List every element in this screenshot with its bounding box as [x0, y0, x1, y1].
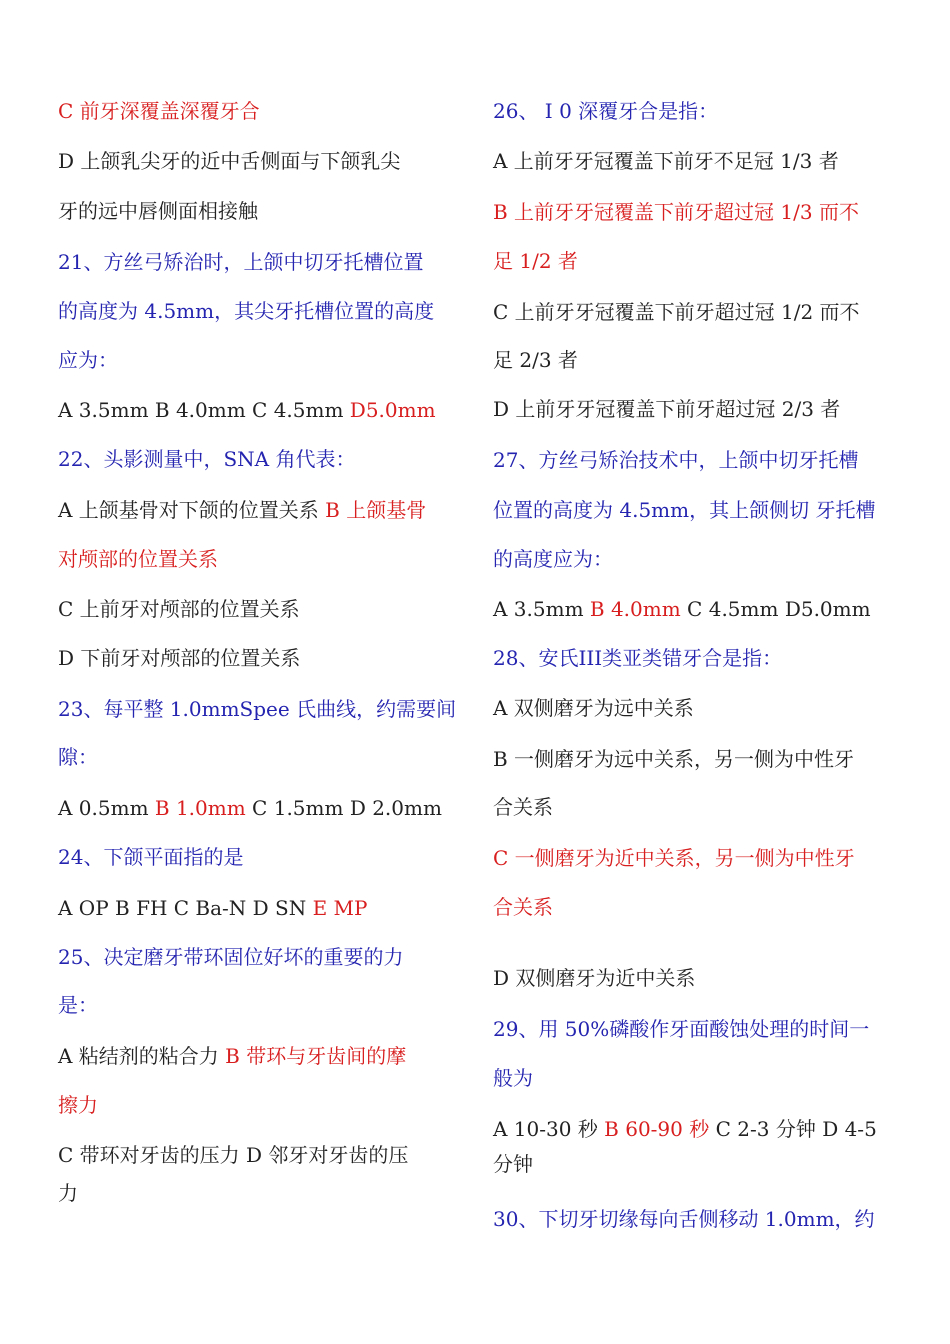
text-line	[493, 200, 859, 224]
text-line	[58, 1181, 78, 1205]
text-line	[493, 597, 871, 621]
text-line	[493, 966, 695, 990]
text-line	[493, 795, 553, 819]
text-line	[58, 447, 355, 471]
text-line	[493, 448, 858, 472]
option-text: 足 2/3 者	[493, 348, 578, 372]
answer-text: E MP	[312, 896, 368, 920]
question-text: 位置的高度为 4.5mm，其上颌侧切 牙托槽	[493, 498, 876, 522]
text-line	[493, 99, 718, 123]
text-line	[493, 149, 839, 173]
question-text: 般为	[493, 1066, 533, 1090]
text-line	[58, 597, 300, 621]
answer-text: 对颅部的位置关系	[58, 547, 218, 571]
text-line	[493, 1117, 877, 1141]
option-text: A 双侧磨牙为远中关系	[493, 696, 694, 720]
answer-text: B 上颌基骨	[325, 498, 427, 522]
text-line	[58, 896, 368, 920]
answer-text: B 1.0mm	[154, 796, 246, 820]
option-text: A 3.5mm	[493, 597, 590, 621]
answer-text: D5.0mm	[349, 398, 436, 422]
text-line	[58, 646, 300, 670]
text-line	[493, 895, 553, 919]
answer-text: 合关系	[493, 895, 553, 919]
option-text: D 下前牙对颅部的位置关系	[58, 646, 301, 670]
question-text: 26、 I 0 深覆牙合是指：	[493, 99, 719, 123]
answer-text: C 前牙深覆盖深覆牙合	[58, 99, 260, 123]
option-text: A 10-30 秒	[493, 1117, 605, 1141]
answer-text: 擦力	[58, 1093, 98, 1117]
option-text: 力	[58, 1181, 78, 1205]
text-line	[58, 199, 258, 223]
text-line	[493, 846, 855, 870]
option-text: 牙的远中唇侧面相接触	[58, 199, 258, 223]
answer-text: B 上前牙牙冠覆盖下前牙超过冠 1/3 而不	[493, 200, 859, 224]
question-text: 是：	[58, 993, 98, 1017]
question-text: 28、安氏III类亚类错牙合是指：	[493, 646, 783, 670]
text-line	[493, 249, 578, 273]
question-text: 21、方丝弓矫治时，上颌中切牙托槽位置	[58, 250, 424, 274]
question-text: 22、头影测量中，SNA 角代表：	[58, 447, 356, 471]
option-text: D 上颌乳尖牙的近中舌侧面与下颌乳尖	[58, 149, 401, 173]
answer-text: B 60-90 秒	[604, 1117, 710, 1141]
text-line	[493, 696, 694, 720]
option-text: 合关系	[493, 795, 553, 819]
text-line	[58, 250, 423, 274]
text-line	[58, 99, 260, 123]
text-line	[58, 697, 456, 721]
question-text: 应为：	[58, 348, 118, 372]
answer-text: B 带环与牙齿间的摩	[225, 1044, 407, 1068]
option-text: C 上前牙牙冠覆盖下前牙超过冠 1/2 而不	[493, 300, 860, 324]
option-text: C 带环对牙齿的压力 D 邻牙对牙齿的压	[58, 1143, 409, 1167]
text-line	[493, 747, 854, 771]
question-text: 的高度为 4.5mm，其尖牙托槽位置的高度	[58, 299, 435, 323]
question-text: 24、下颌平面指的是	[58, 845, 244, 869]
option-text: B 一侧磨牙为远中关系，另一侧为中性牙	[493, 747, 855, 771]
text-line	[493, 1066, 533, 1090]
text-line	[58, 348, 118, 372]
option-text: A 上颌基骨对下颌的位置关系	[58, 498, 326, 522]
text-line	[493, 397, 840, 421]
text-line	[58, 796, 442, 820]
text-line	[58, 1044, 406, 1068]
answer-text: C 一侧磨牙为近中关系，另一侧为中性牙	[493, 846, 855, 870]
text-line	[493, 646, 782, 670]
question-text: 25、决定磨牙带环固位好坏的重要的力	[58, 945, 404, 969]
text-line	[58, 845, 243, 869]
option-text: D 双侧磨牙为近中关系	[493, 966, 696, 990]
option-text: C 上前牙对颅部的位置关系	[58, 597, 300, 621]
question-text: 29、用 50%磷酸作牙面酸蚀处理的时间一	[493, 1017, 870, 1041]
option-text: A 粘结剂的粘合力	[58, 1044, 226, 1068]
text-line	[493, 348, 578, 372]
option-text: C 4.5mm D5.0mm	[680, 597, 871, 621]
option-text: 分钟	[493, 1152, 533, 1176]
text-line	[493, 1017, 869, 1041]
text-line	[58, 745, 98, 769]
text-line	[493, 547, 613, 571]
text-line	[58, 945, 403, 969]
text-line	[493, 1152, 533, 1176]
option-text: D 上前牙牙冠覆盖下前牙超过冠 2/3 者	[493, 397, 841, 421]
text-line	[58, 398, 436, 422]
text-line	[58, 993, 98, 1017]
text-line	[58, 149, 400, 173]
text-line	[58, 498, 426, 522]
question-text: 27、方丝弓矫治技术中，上颌中切牙托槽	[493, 448, 859, 472]
text-line	[493, 498, 875, 522]
question-text: 的高度应为：	[493, 547, 613, 571]
answer-text: B 4.0mm	[589, 597, 681, 621]
option-text: A 0.5mm	[58, 796, 155, 820]
text-line	[58, 1093, 98, 1117]
option-text: C 1.5mm D 2.0mm	[245, 796, 442, 820]
text-line	[493, 300, 860, 324]
text-line	[58, 1143, 408, 1167]
option-text: C 2-3 分钟 D 4-5	[709, 1117, 877, 1141]
option-text: A 上前牙牙冠覆盖下前牙不足冠 1/3 者	[493, 149, 839, 173]
question-text: 隙：	[58, 745, 98, 769]
text-line	[58, 547, 218, 571]
question-text: 30、下切牙切缘每向舌侧移动 1.0mm，约	[493, 1207, 875, 1231]
text-line	[493, 1207, 875, 1231]
answer-text: 足 1/2 者	[493, 249, 578, 273]
option-text: A OP B FH C Ba-N D SN	[58, 896, 313, 920]
text-line	[58, 299, 434, 323]
question-text: 23、每平整 1.0mmSpee 氏曲线，约需要间	[58, 697, 457, 721]
option-text: A 3.5mm B 4.0mm C 4.5mm	[58, 398, 350, 422]
